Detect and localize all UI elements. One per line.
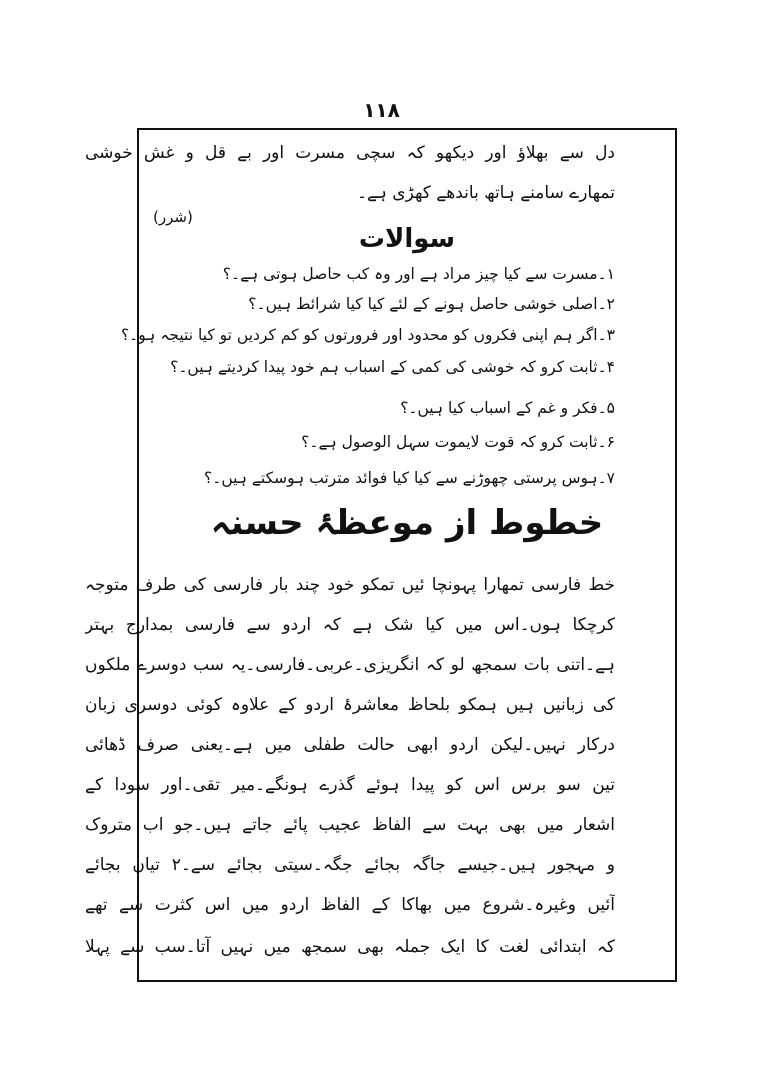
letters-heading: خطوط از موعظۂ حسنہ bbox=[210, 503, 604, 543]
question-item: ۱۔مسرت سے کیا چیز مراد ہے اور وہ کب حاصل ہوتی ہے۔؟ bbox=[222, 265, 615, 283]
letter-line: کرچکا ہوں۔اس میں کیا شک ہے کہ اردو سے فارسی بمدارج بہتر bbox=[85, 615, 615, 635]
question-item: ۴۔ثابت کرو کہ خوشی کی کمی کے اسباب ہم خود پیدا کردیتے ہیں۔؟ bbox=[170, 358, 615, 376]
letter-line: اشعار میں بھی بہت سے الفاظ عجیب پائے جاتے ہیں۔جو اب متروک bbox=[85, 815, 615, 835]
question-item: ۵۔فکر و غم کے اسباب کیا ہیں۔؟ bbox=[400, 399, 615, 417]
question-item: ۷۔ہوس پرستی چھوڑنے سے کیا کیا فوائد مترتب ہوسکتے ہیں۔؟ bbox=[204, 469, 615, 487]
letter-line: کی زبانیں ہیں ہمکو بلحاظ معاشرۂ اردو کے علاوہ کوئی دوسری زبان bbox=[85, 695, 615, 715]
letter-line: ہے۔اتنی بات سمجھ لو کہ انگریزی۔عربی۔فارسی۔یہ سب دوسرے ملکوں bbox=[85, 655, 615, 675]
intro-line-1: دل سے بھلاؤ اور دیکھو کہ سچی مسرت اور بے قل و غش خوشی bbox=[85, 143, 615, 163]
intro-line-2: تمھارے سامنے ہاتھ باندھے کھڑی ہے۔ bbox=[357, 183, 615, 203]
questions-heading: سوالات bbox=[358, 224, 456, 254]
letter-line: کہ ابتدائی لغت کا ایک جملہ بھی سمجھ میں نہیں آتا۔سب سے پہلا bbox=[85, 937, 615, 957]
letter-line: آئیں وغیرہ۔شروع میں بھاکا کے الفاظ اردو میں اس کثرت سے تھے bbox=[85, 895, 615, 915]
letter-line: خط فارسی تمھارا پہونچا ئیں تمکو خود چند بار فارسی کی طرف متوجہ bbox=[85, 575, 615, 595]
letter-line: تین سو برس اس کو پیدا ہوئے گذرے ہونگے۔میر تقی۔اور سودا کے bbox=[85, 775, 615, 795]
attribution: (شرر) bbox=[153, 208, 193, 226]
letter-line: و مہجور ہیں۔جیسے جاگہ بجائے جگہ۔سیتی بجائے سے۔۲ تیاں بجائے bbox=[85, 855, 615, 875]
question-item: ۶۔ثابت کرو کہ قوت لایموت سہل الوصول ہے۔؟ bbox=[301, 433, 615, 451]
question-item: ۳۔اگر ہم اپنی فکروں کو محدود اور فرورتوں کو کم کردیں تو کیا نتیجہ ہو۔؟ bbox=[120, 326, 615, 344]
page-number: ۱۱۸ bbox=[363, 98, 400, 122]
letter-line: درکار نہیں۔لیکن اردو ابھی حالت طفلی میں ہے۔یعنی صرف ڈھائی bbox=[85, 735, 615, 755]
question-item: ۲۔اصلی خوشی حاصل ہونے کے لئے کیا کیا شرائط ہیں۔؟ bbox=[248, 295, 615, 313]
